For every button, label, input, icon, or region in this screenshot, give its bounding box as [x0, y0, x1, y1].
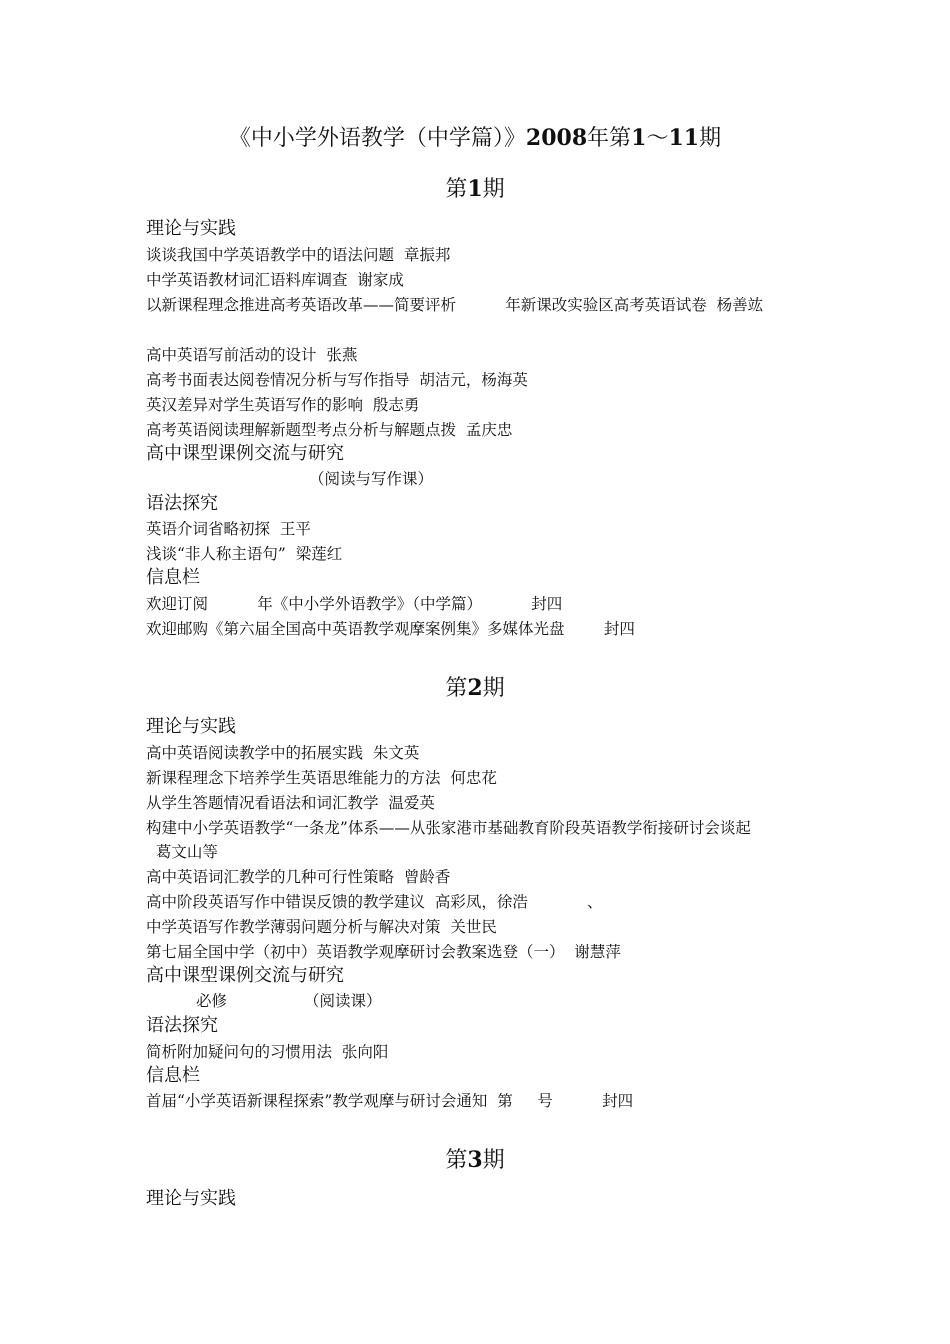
issue-1-article: 高考书面表达阅卷情况分析与写作指导 胡洁元，杨海英: [146, 371, 528, 389]
issue-2-article: 构建中小学英语教学“一条龙”体系——从张家港市基础教育阶段英语教学衔接研讨会谈起: [146, 819, 751, 837]
issue-1-section-grammar: 语法探究: [146, 493, 218, 514]
issue-2-article: 高中英语词汇教学的几种可行性策略 曾龄香: [146, 868, 451, 886]
issue-3-heading: 第3期: [445, 1147, 505, 1173]
issue-1-article: 谈谈我国中学英语教学中的语法问题 章振邦: [146, 246, 451, 264]
issue-1-article: 高考英语阅读理解新题型考点分析与解题点拨 孟庆忠: [146, 421, 513, 439]
document-title: 《中小学外语教学（中学篇）》2008年第1～11期: [228, 125, 722, 151]
issue-2-article: 中学英语写作教学薄弱问题分析与解决对策 关世民: [146, 918, 497, 936]
issue-1-article: 以新课程理念推进高考英语改革——简要评析 年新课改实验区高考英语试卷 杨善竑: [146, 296, 764, 314]
issue-3-section-theory: 理论与实践: [146, 1188, 236, 1209]
issue-2-section-lessons: 高中课型课例交流与研究: [146, 965, 344, 986]
issue-1-heading: 第1期: [445, 176, 505, 202]
issue-2-article: 新课程理念下培养学生英语思维能力的方法 何忠花: [146, 769, 497, 787]
issue-1-section-info: 信息栏: [146, 567, 200, 588]
issue-2-article: 首届“小学英语新课程探索”教学观摩与研讨会通知 第 号 封四: [146, 1092, 634, 1110]
issue-2-article: 简析附加疑问句的习惯用法 张向阳: [146, 1043, 389, 1061]
issue-2-section-info: 信息栏: [146, 1065, 200, 1086]
issue-1-article: 高中英语写前活动的设计 张燕: [146, 346, 358, 364]
issue-2-heading: 第2期: [445, 675, 505, 701]
issue-1-section-theory: 理论与实践: [146, 218, 236, 239]
issue-1-lesson-type: （阅读与写作课）: [309, 470, 434, 488]
issue-2-article: 第七届全国中学（初中）英语教学观摩研讨会教案选登（一） 谢慧萍: [146, 943, 621, 961]
issue-2-article: 葛文山等: [146, 843, 218, 861]
issue-1-article: 中学英语教材词汇语料库调查 谢家成: [146, 271, 404, 289]
issue-1-article: 欢迎订阅 年《中小学外语教学》（中学篇） 封四: [146, 595, 563, 613]
issue-2-article: 高中英语阅读教学中的拓展实践 朱文英: [146, 744, 420, 762]
issue-2-lesson-compulsory: 必修: [196, 992, 228, 1010]
issue-1-article: 英语介词省略初探 王平: [146, 520, 311, 538]
issue-2-article: 高中阶段英语写作中错误反馈的教学建议 高彩凤，徐浩 、: [146, 893, 603, 911]
issue-1-article: 欢迎邮购《第六届全国高中英语教学观摩案例集》多媒体光盘 封四: [146, 620, 635, 638]
issue-2-lesson-type: （阅读课）: [304, 992, 382, 1010]
issue-1-article: 浅谈“非人称主语句” 梁莲红: [146, 545, 343, 563]
issue-2-article: 从学生答题情况看语法和词汇教学 温爱英: [146, 794, 435, 812]
issue-1-article: 英汉差异对学生英语写作的影响 殷志勇: [146, 396, 420, 414]
issue-1-section-lessons: 高中课型课例交流与研究: [146, 443, 344, 464]
issue-2-section-theory: 理论与实践: [146, 716, 236, 737]
issue-2-section-grammar: 语法探究: [146, 1015, 218, 1036]
